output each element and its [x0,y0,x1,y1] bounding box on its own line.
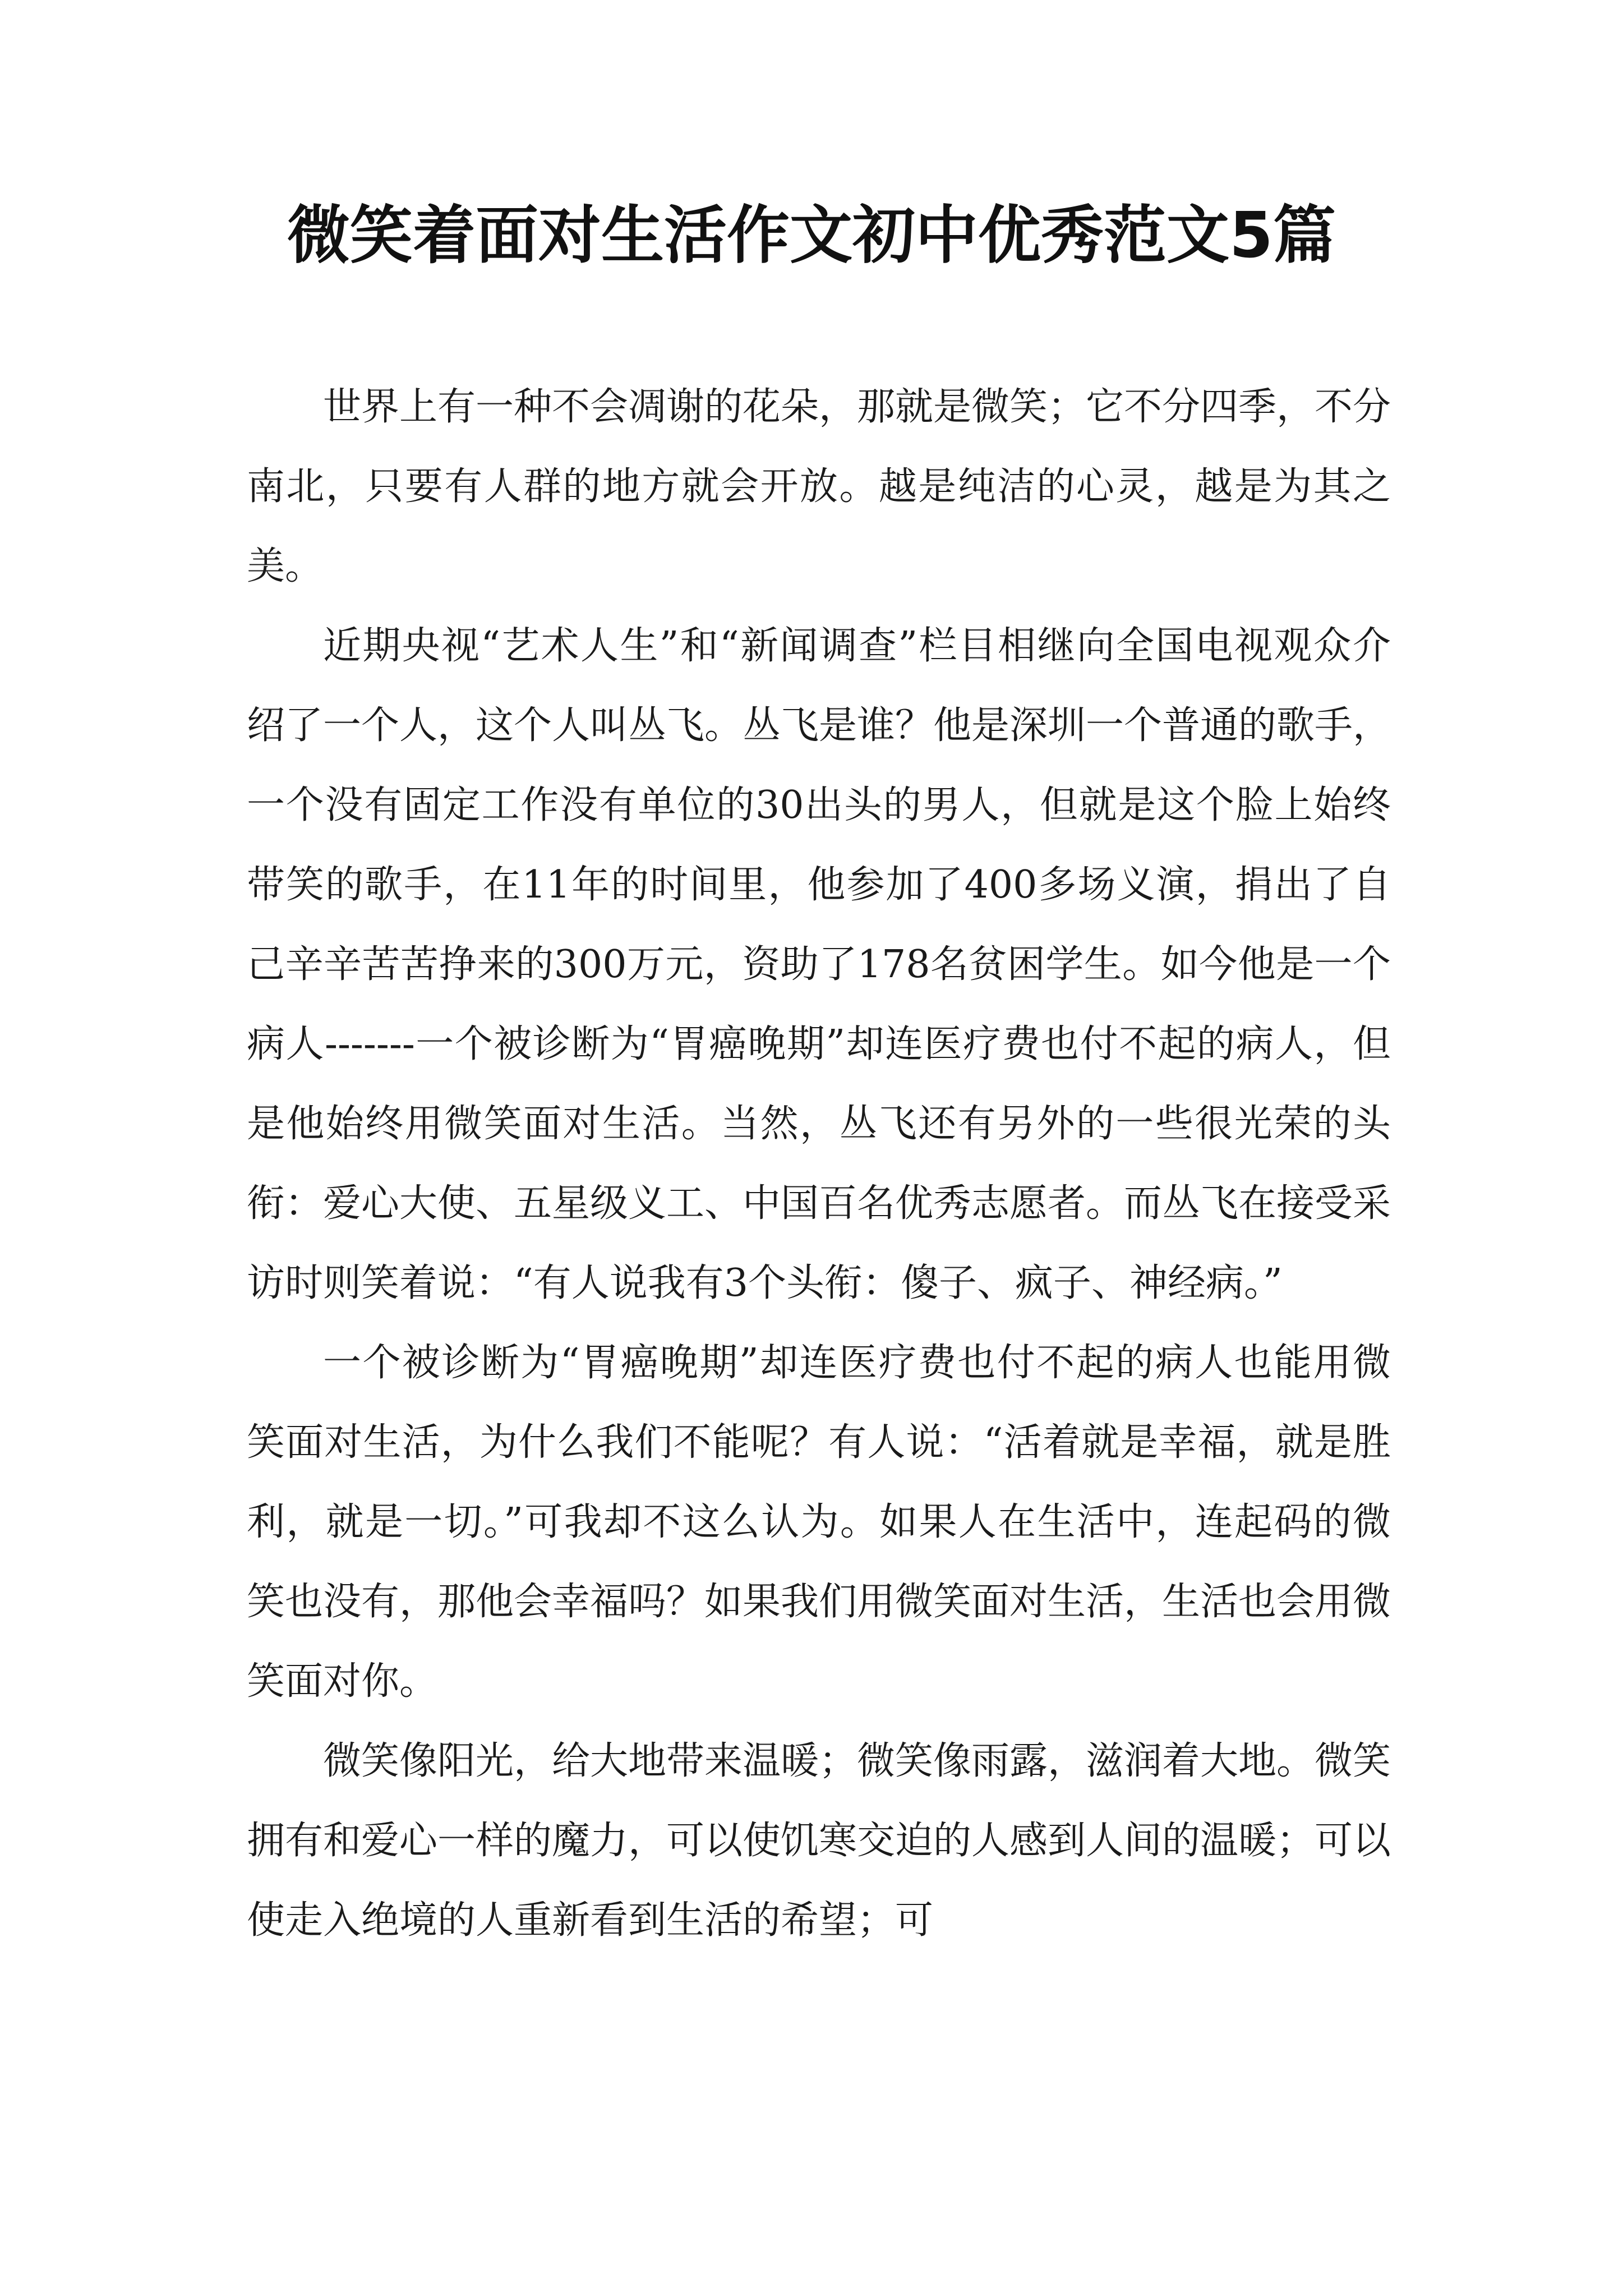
paragraph-3: 一个被诊断为“胃癌晚期”却连医疗费也付不起的病人也能用微笑面对生活，为什么我们不能呢？有人说：“活着就是幸福，就是胜利，就是一切。”可我却不这么认为。如果人在生活中，连起码的微笑也没有，那他会幸福吗？如果我们用微笑面对生活，生活也会用微笑面对你。 [247,1341,1391,1704]
document-body [247,367,1391,1961]
paragraph-2: 近期央视“艺术人生”和“新闻调查”栏目相继向全国电视观众介绍了一个人，这个人叫丛飞。丛飞是谁？他是深圳一个普通的歌手，一个没有固定工作没有单位的30出头的男人，但就是这个脸上始终带笑的歌手，在11年的时间里，他参加了400多场义演，捐出了自己辛辛苦苦挣来的300万元，资助了178名贫困学生。如今他是一个病人-------一个被诊断为“胃癌晚期”却连医疗费也付不起的病人，但是他始终用微笑面对生活。当然，丛飞还有另外的一些很光荣的头衔：爱心大使、五星级义工、中国百名优秀志愿者。而丛飞在接受采访时则笑着说：“有人说我有3个头衔：傻子、疯子、神经病。” [247,624,1391,1305]
document-title: 微笑着面对生活作文初中优秀范文5篇 [287,199,1336,272]
paragraph-4: 微笑像阳光，给大地带来温暖；微笑像雨露，滋润着大地。微笑拥有和爱心一样的魔力，可以使饥寒交迫的人感到人间的温暖；可以使走入绝境的人重新看到生活的希望；可 [247,1739,1391,1943]
paragraph-1: 世界上有一种不会凋谢的花朵，那就是微笑；它不分四季，不分南北，只要有人群的地方就会开放。越是纯洁的心灵，越是为其之美。 [247,385,1391,588]
